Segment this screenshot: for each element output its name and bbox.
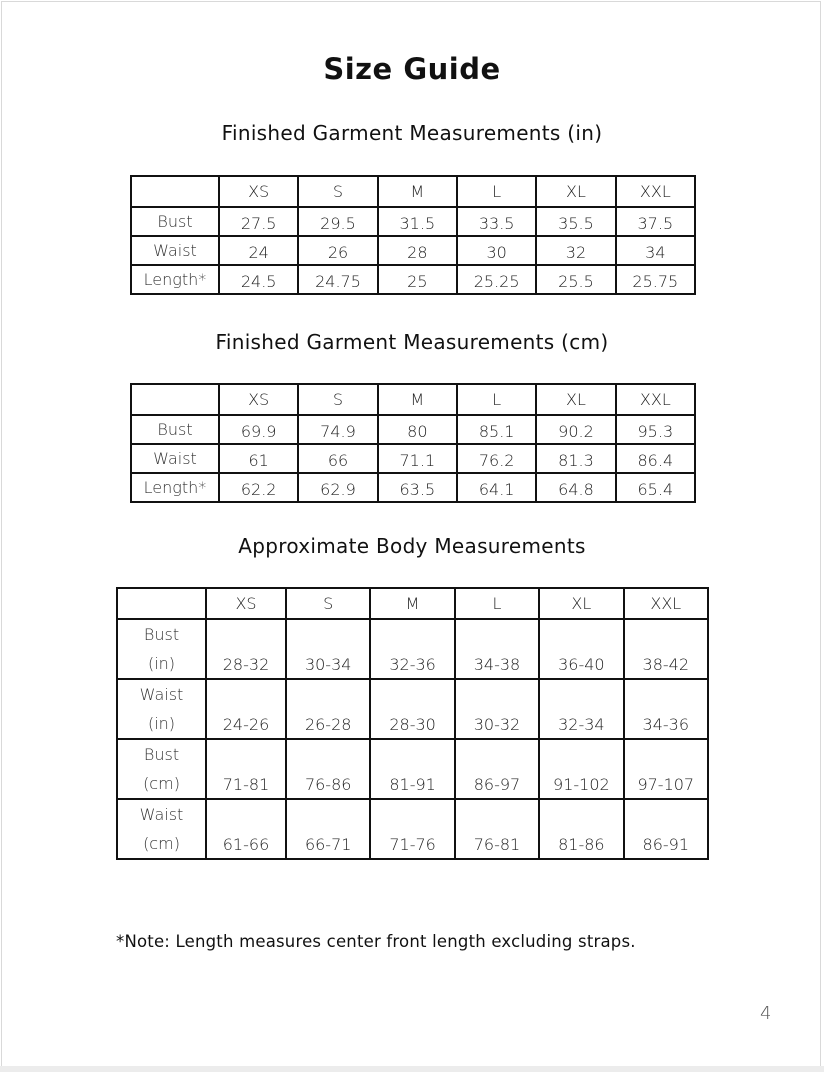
table-heading-garment-in: Finished Garment Measurements (in) bbox=[221, 121, 603, 145]
page-bottom-edge bbox=[0, 1066, 824, 1072]
table-cell: 28 bbox=[378, 236, 457, 265]
table-cell: 24-26 bbox=[206, 679, 286, 739]
table-cell: 86-91 bbox=[624, 799, 708, 859]
table-cell: 62.2 bbox=[219, 473, 298, 502]
size-table-garment-cm bbox=[130, 383, 696, 503]
table-cell: 91-102 bbox=[539, 739, 623, 799]
table-cell: 25.75 bbox=[616, 265, 695, 294]
table-cell: 25.5 bbox=[536, 265, 615, 294]
page-number: 4 bbox=[760, 1003, 772, 1024]
size-header: XXL bbox=[624, 588, 708, 619]
table-cell: 24.75 bbox=[298, 265, 377, 294]
row-label bbox=[117, 679, 206, 739]
row-label-unit: (cm) bbox=[143, 774, 180, 793]
size-header: XL bbox=[536, 176, 615, 207]
table-cell: 30-32 bbox=[455, 679, 539, 739]
table-cell: 64.1 bbox=[457, 473, 536, 502]
table-cell: 62.9 bbox=[298, 473, 377, 502]
table-cell: 31.5 bbox=[378, 207, 457, 236]
table-cell: 26 bbox=[298, 236, 377, 265]
table-cell: 33.5 bbox=[457, 207, 536, 236]
size-header: XS bbox=[219, 384, 298, 415]
row-label-name: Bust bbox=[143, 625, 180, 644]
table-cell: 34-38 bbox=[455, 619, 539, 679]
table-cell: 81-91 bbox=[370, 739, 454, 799]
table-cell: 65.4 bbox=[616, 473, 695, 502]
size-header: S bbox=[298, 176, 377, 207]
table-cell: 66-71 bbox=[286, 799, 370, 859]
size-header: XS bbox=[219, 176, 298, 207]
row-label: Waist bbox=[131, 236, 219, 265]
size-table-garment-in bbox=[130, 175, 696, 295]
table-cell: 38-42 bbox=[624, 619, 708, 679]
table-cell: 61 bbox=[219, 444, 298, 473]
table-cell: 86-97 bbox=[455, 739, 539, 799]
table-cell: 97-107 bbox=[624, 739, 708, 799]
table-cell: 76-81 bbox=[455, 799, 539, 859]
size-header: XS bbox=[206, 588, 286, 619]
table-cell: 25 bbox=[378, 265, 457, 294]
table-cell: 30 bbox=[457, 236, 536, 265]
table-cell: 36-40 bbox=[539, 619, 623, 679]
table-cell: 71-76 bbox=[370, 799, 454, 859]
table-cell: 61-66 bbox=[206, 799, 286, 859]
length-note: *Note: Length measures center front length excluding straps. bbox=[116, 932, 636, 951]
table-row bbox=[131, 473, 695, 502]
table-cell: 30-34 bbox=[286, 619, 370, 679]
row-label: Bust bbox=[131, 207, 219, 236]
table-row bbox=[117, 679, 708, 739]
size-header: XXL bbox=[616, 384, 695, 415]
size-header: L bbox=[455, 588, 539, 619]
table-cell: 69.9 bbox=[219, 415, 298, 444]
table-row bbox=[117, 799, 708, 859]
table-cell: 34 bbox=[616, 236, 695, 265]
row-label-name: Bust bbox=[143, 745, 180, 764]
size-table-body bbox=[116, 587, 709, 860]
table-cell: 85.1 bbox=[457, 415, 536, 444]
table-cell: 32-34 bbox=[539, 679, 623, 739]
table-cell: 37.5 bbox=[616, 207, 695, 236]
table-row bbox=[131, 265, 695, 294]
row-label-name: Waist bbox=[139, 685, 184, 704]
table-cell: 28-30 bbox=[370, 679, 454, 739]
table-cell: 32-36 bbox=[370, 619, 454, 679]
table-cell: 32 bbox=[536, 236, 615, 265]
table-row bbox=[131, 444, 695, 473]
table-cell: 64.8 bbox=[536, 473, 615, 502]
table-heading-body: Approximate Body Measurements bbox=[238, 534, 586, 558]
corner-cell bbox=[131, 384, 219, 415]
size-header: XXL bbox=[616, 176, 695, 207]
size-header: S bbox=[286, 588, 370, 619]
table-header-row bbox=[131, 176, 695, 207]
table-cell: 29.5 bbox=[298, 207, 377, 236]
table-cell: 74.9 bbox=[298, 415, 377, 444]
table-cell: 24 bbox=[219, 236, 298, 265]
size-header: L bbox=[457, 176, 536, 207]
table-cell: 95.3 bbox=[616, 415, 695, 444]
table-row bbox=[117, 619, 708, 679]
page-title: Size Guide bbox=[323, 52, 501, 86]
table-cell: 76-86 bbox=[286, 739, 370, 799]
table-cell: 76.2 bbox=[457, 444, 536, 473]
row-label bbox=[117, 799, 206, 859]
size-header: XL bbox=[539, 588, 623, 619]
row-label-unit: (cm) bbox=[143, 834, 180, 853]
table-header-row bbox=[117, 588, 708, 619]
size-header: L bbox=[457, 384, 536, 415]
table-cell: 71.1 bbox=[378, 444, 457, 473]
row-label: Length* bbox=[131, 265, 219, 294]
table-cell: 27.5 bbox=[219, 207, 298, 236]
table-cell: 81-86 bbox=[539, 799, 623, 859]
table-cell: 25.25 bbox=[457, 265, 536, 294]
size-header: M bbox=[378, 176, 457, 207]
row-label: Bust bbox=[131, 415, 219, 444]
table-cell: 63.5 bbox=[378, 473, 457, 502]
table-cell: 24.5 bbox=[219, 265, 298, 294]
table-row bbox=[131, 236, 695, 265]
table-cell: 66 bbox=[298, 444, 377, 473]
table-row bbox=[131, 207, 695, 236]
row-label bbox=[117, 619, 206, 679]
table-heading-garment-cm: Finished Garment Measurements (cm) bbox=[215, 330, 609, 354]
size-header: S bbox=[298, 384, 377, 415]
size-header: M bbox=[378, 384, 457, 415]
table-cell: 71-81 bbox=[206, 739, 286, 799]
row-label: Waist bbox=[131, 444, 219, 473]
corner-cell bbox=[117, 588, 206, 619]
row-label: Length* bbox=[131, 473, 219, 502]
table-header-row bbox=[131, 384, 695, 415]
table-cell: 34-36 bbox=[624, 679, 708, 739]
corner-cell bbox=[131, 176, 219, 207]
row-label-name: Waist bbox=[139, 805, 184, 824]
table-cell: 35.5 bbox=[536, 207, 615, 236]
table-cell: 81.3 bbox=[536, 444, 615, 473]
table-row bbox=[131, 415, 695, 444]
table-cell: 86.4 bbox=[616, 444, 695, 473]
table-cell: 26-28 bbox=[286, 679, 370, 739]
table-cell: 90.2 bbox=[536, 415, 615, 444]
table-cell: 28-32 bbox=[206, 619, 286, 679]
table-row bbox=[117, 739, 708, 799]
row-label-unit: (in) bbox=[147, 714, 176, 733]
size-header: M bbox=[370, 588, 454, 619]
size-header: XL bbox=[536, 384, 615, 415]
table-cell: 80 bbox=[378, 415, 457, 444]
row-label-unit: (in) bbox=[147, 654, 176, 673]
row-label bbox=[117, 739, 206, 799]
